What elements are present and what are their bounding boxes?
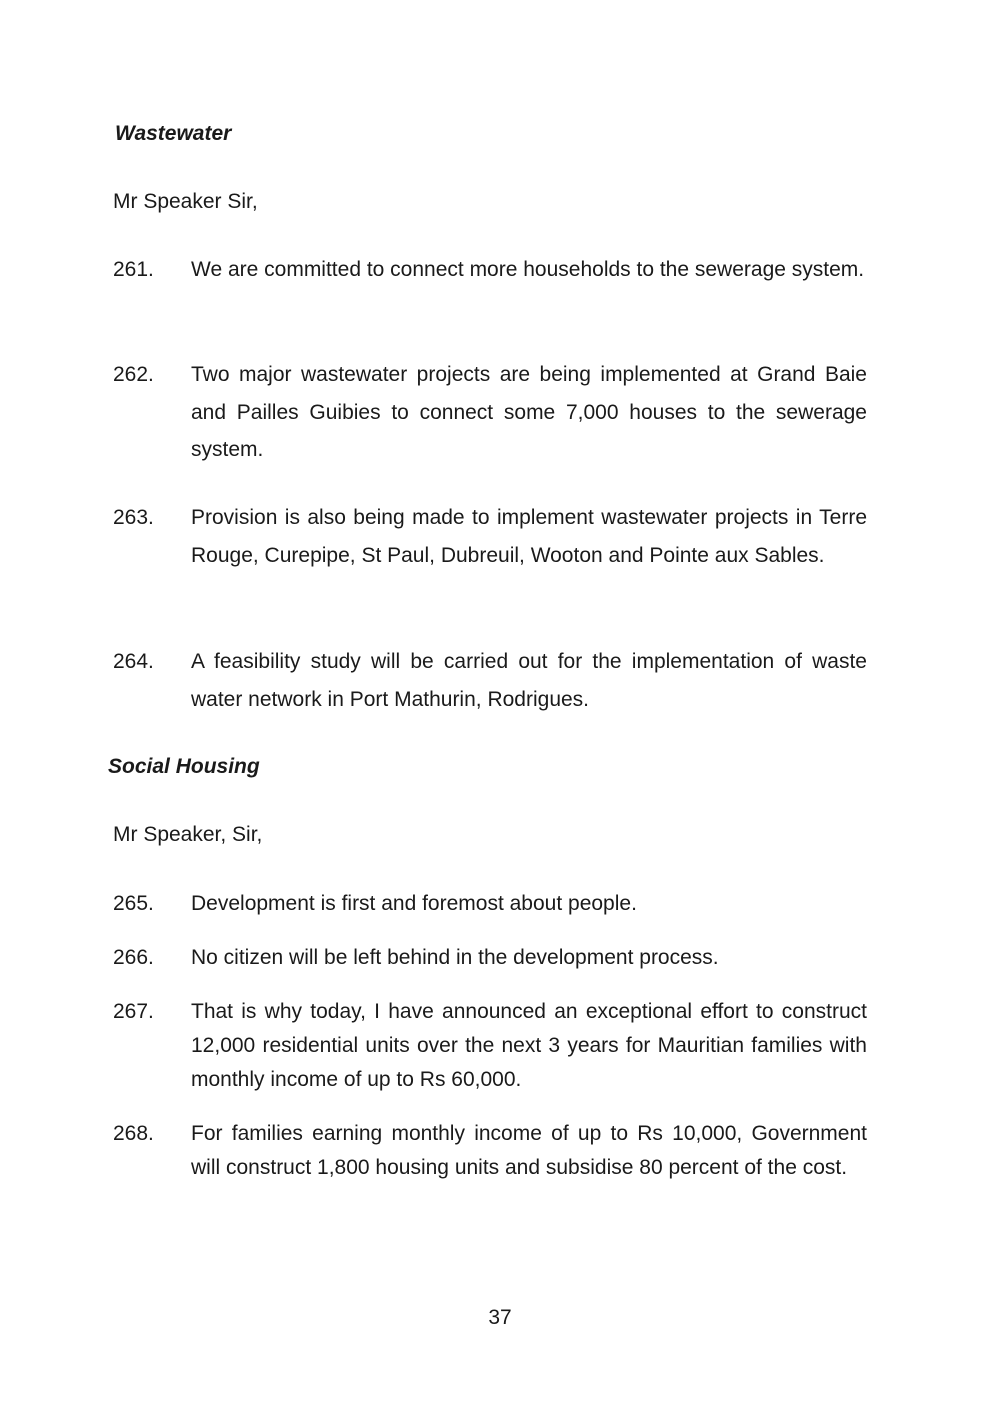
paragraph-text: For families earning monthly income of up to Rs 10,000, Government will construct 1,800 housing units and subsidise 80 percent of the cost. — [191, 1122, 867, 1179]
paragraph-number: 264. — [113, 650, 154, 673]
paragraph-text: We are committed to connect more households to the sewerage system. — [191, 258, 865, 281]
paragraph-266 — [113, 941, 867, 975]
paragraph-text: Two major wastewater projects are being implemented at Grand Baie and Pailles Guibies to connect some 7,000 houses to the sewerage system. — [191, 363, 867, 462]
paragraph-number: 268. — [113, 1122, 154, 1145]
paragraph-text: Provision is also being made to implement wastewater projects in Terre Rouge, Curepipe, St Paul, Dubreuil, Wooton and Pointe aux Sables. — [191, 506, 867, 567]
paragraph-text: Development is first and foremost about people. — [191, 892, 637, 915]
paragraph-267 — [113, 995, 867, 1096]
salutation-wastewater: Mr Speaker Sir, — [113, 190, 258, 213]
salutation-social-housing: Mr Speaker, Sir, — [113, 823, 263, 846]
paragraph-number: 261. — [113, 258, 154, 281]
paragraph-265 — [113, 887, 867, 921]
section-heading-wastewater: Wastewater — [115, 122, 232, 145]
page-number: 37 — [488, 1306, 512, 1329]
paragraph-262 — [113, 356, 867, 469]
paragraph-263 — [113, 499, 867, 574]
paragraph-261 — [113, 251, 867, 289]
paragraph-268 — [113, 1117, 867, 1185]
paragraph-text: That is why today, I have announced an exceptional effort to construct 12,000 residential units over the next 3 years for Mauritian families with monthly income of up to Rs 60,000. — [191, 1000, 867, 1091]
paragraph-264 — [113, 643, 867, 718]
paragraph-number: 266. — [113, 946, 154, 969]
paragraph-number: 262. — [113, 363, 154, 386]
paragraph-number: 263. — [113, 506, 154, 529]
paragraph-number: 267. — [113, 1000, 154, 1023]
paragraph-text: A feasibility study will be carried out for the implementation of waste water network in Port Mathurin, Rodrigues. — [191, 650, 867, 711]
paragraph-text: No citizen will be left behind in the development process. — [191, 946, 719, 969]
paragraph-number: 265. — [113, 892, 154, 915]
section-heading-social-housing: Social Housing — [108, 755, 260, 778]
